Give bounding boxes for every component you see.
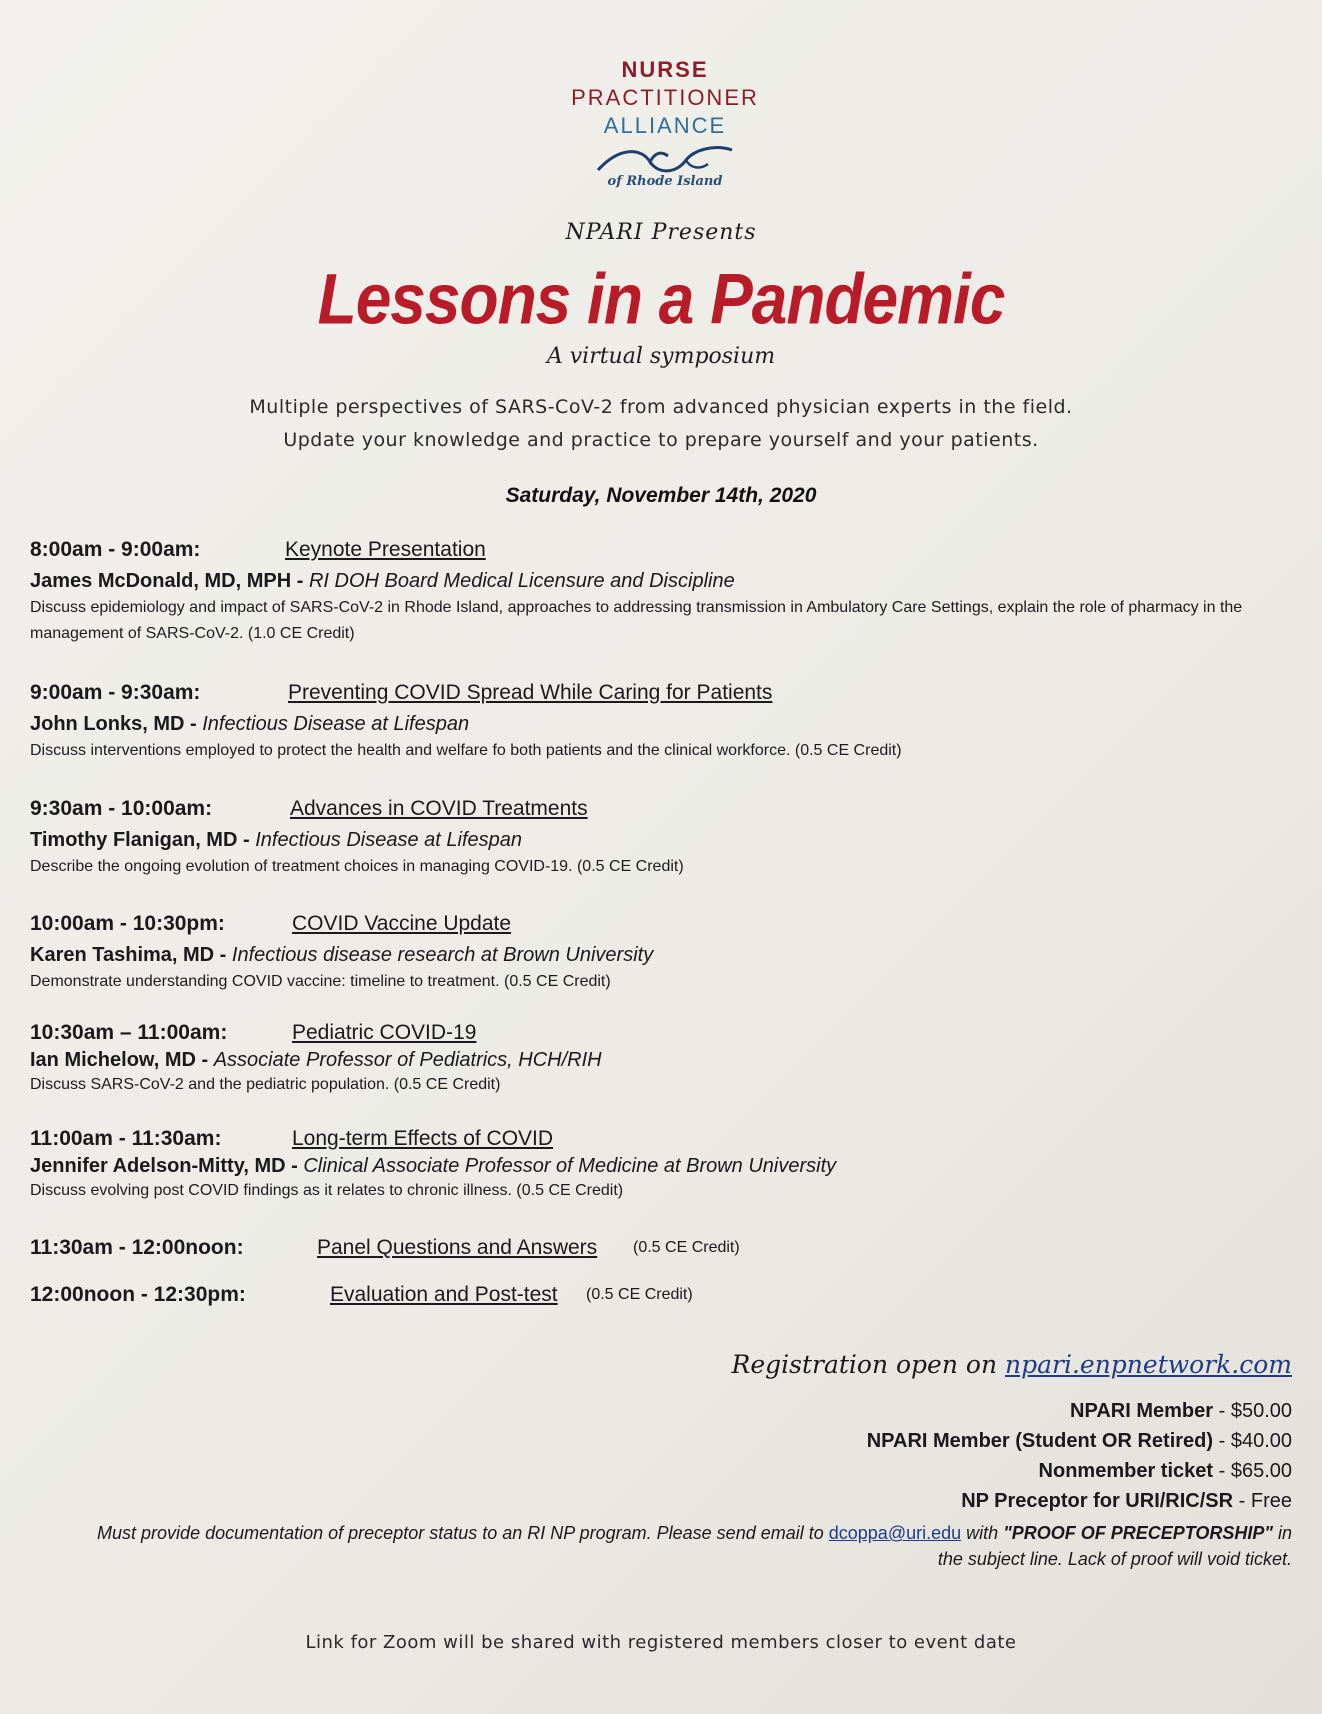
preceptor-note	[92, 1520, 1292, 1572]
session-speaker: Karen Tashima, MD	[30, 944, 215, 966]
session-topic: Preventing COVID Spread While Caring for Patients	[288, 681, 773, 704]
footer-note: Link for Zoom will be shared with registered members closer to event date	[305, 1632, 1017, 1653]
presents-line: NPARI Presents	[565, 220, 757, 245]
session-time: 8:00am - 9:00am:	[30, 538, 201, 561]
session-block	[30, 538, 1300, 647]
price-value: $40.00	[1230, 1430, 1292, 1452]
session-credit: (0.5 CE Credit)	[633, 1239, 740, 1256]
session-time: 9:30am - 10:00am:	[30, 797, 213, 820]
price-row	[867, 1430, 1292, 1453]
session-speaker: Ian Michelow, MD	[30, 1049, 196, 1071]
session-time: 10:00am - 10:30pm:	[30, 912, 225, 935]
registration-text: Registration open on	[731, 1350, 998, 1379]
session-topic: Long-term Effects of COVID	[292, 1127, 554, 1150]
session-affiliation: Clinical Associate Professor of Medicine at Brown University	[303, 1155, 837, 1177]
session-block	[30, 797, 1300, 880]
session-affiliation: Associate Professor of Pediatrics, HCH/RIH	[213, 1049, 602, 1071]
price-separator: -	[1213, 1430, 1231, 1452]
session-description: Discuss interventions employed to protect the health and welfare fo both patients and the clinical workforce. (0.5 CE Credit)	[30, 742, 902, 759]
session-time: 11:30am - 12:00noon:	[30, 1236, 244, 1259]
price-separator: -	[1213, 1460, 1231, 1482]
tagline-1: Multiple perspectives of SARS-CoV-2 from advanced physician experts in the field.	[249, 396, 1073, 418]
session-affiliation: Infectious Disease at Lifespan	[255, 829, 523, 851]
speaker-separator: -	[291, 570, 309, 592]
note-after: in the subject line. Lack of proof will void ticket.	[937, 1523, 1292, 1569]
speaker-separator: -	[214, 944, 232, 966]
session-time: 11:00am - 11:30am:	[30, 1127, 222, 1150]
note-bold: "PROOF OF PRECEPTORSHIP"	[1003, 1523, 1273, 1543]
note-text: Must provide documentation of preceptor status to an RI NP program. Please send email to	[97, 1523, 824, 1543]
price-value: $65.00	[1230, 1460, 1292, 1482]
session-time: 9:00am - 9:30am:	[30, 681, 201, 704]
session-topic: Panel Questions and Answers	[317, 1236, 598, 1259]
npari-logo	[530, 56, 800, 189]
session-topic: Pediatric COVID-19	[292, 1021, 477, 1044]
price-label: Nonmember ticket	[1038, 1460, 1214, 1482]
price-row	[1070, 1400, 1292, 1423]
logo-line-practitioner: PRACTITIONER	[571, 85, 759, 110]
session-description: Describe the ongoing evolution of treatment choices in managing COVID-19. (0.5 CE Credit)	[30, 858, 684, 875]
session-speaker: Timothy Flanigan, MD	[30, 829, 238, 851]
session-block	[30, 1283, 1300, 1311]
session-block	[30, 1127, 1300, 1204]
session-topic: Keynote Presentation	[285, 538, 486, 561]
session-speaker: James McDonald, MD, MPH	[30, 570, 292, 592]
session-description: Discuss epidemiology and impact of SARS-CoV-2 in Rhode Island, approaches to addressing transmission in Ambulatory Care Settings, explain the role of pharmacy in the management of SARS-CoV-2. (1.0 CE Credit)	[30, 599, 1243, 642]
session-topic: Advances in COVID Treatments	[290, 797, 588, 820]
session-topic: Evaluation and Post-test	[330, 1283, 558, 1306]
price-row	[961, 1490, 1292, 1513]
speaker-separator: -	[285, 1155, 304, 1177]
session-description: Discuss SARS-CoV-2 and the pediatric population. (0.5 CE Credit)	[30, 1076, 501, 1093]
price-separator: -	[1233, 1490, 1251, 1512]
session-topic: COVID Vaccine Update	[292, 912, 512, 935]
price-value: $50.00	[1230, 1400, 1292, 1422]
session-time: 10:30am – 11:00am:	[30, 1021, 228, 1044]
session-affiliation: RI DOH Board Medical Licensure and Discipline	[308, 570, 735, 592]
price-label: NPARI Member	[1070, 1400, 1214, 1422]
email-link[interactable]: dcoppa@uri.edu	[828, 1523, 962, 1543]
wave-icon	[590, 142, 740, 176]
speaker-separator: -	[195, 1049, 214, 1071]
page-title: Lessons in a Pandemic	[317, 258, 1005, 340]
tagline-2: Update your knowledge and practice to prepare yourself and your patients.	[283, 429, 1039, 451]
speaker-separator: -	[237, 829, 256, 851]
price-label: NP Preceptor for URI/RIC/SR	[961, 1490, 1234, 1512]
note-with: with	[966, 1523, 999, 1543]
registration-link[interactable]: npari.enpnetwork.com	[1005, 1350, 1292, 1379]
session-speaker: Jennifer Adelson-Mitty, MD	[30, 1155, 286, 1177]
session-block	[30, 912, 1300, 995]
price-label: NPARI Member (Student OR Retired)	[866, 1430, 1214, 1452]
price-row	[1039, 1460, 1292, 1483]
session-block	[30, 681, 1300, 764]
session-block	[30, 1236, 1300, 1264]
price-separator: -	[1213, 1400, 1231, 1422]
logo-line-alliance: ALLIANCE	[603, 113, 727, 138]
session-description: Demonstrate understanding COVID vaccine: timeline to treatment. (0.5 CE Credit)	[30, 973, 611, 990]
session-time: 12:00noon - 12:30pm:	[30, 1283, 246, 1306]
session-block	[30, 1021, 1300, 1098]
session-description: Discuss evolving post COVID findings as it relates to chronic illness. (0.5 CE Credit)	[30, 1182, 624, 1199]
session-affiliation: Infectious disease research at Brown University	[231, 944, 654, 966]
logo-line-nurse: NURSE	[621, 57, 709, 82]
page-subtitle: A virtual symposium	[546, 344, 776, 369]
price-value: Free	[1250, 1490, 1292, 1512]
event-date: Saturday, November 14th, 2020	[505, 484, 817, 507]
session-credit: (0.5 CE Credit)	[586, 1286, 693, 1303]
session-speaker: John Lonks, MD	[30, 713, 185, 735]
logo-subline: of Rhode Island	[607, 174, 723, 189]
session-affiliation: Infectious Disease at Lifespan	[202, 713, 470, 735]
speaker-separator: -	[184, 713, 203, 735]
registration-line	[732, 1350, 1293, 1379]
